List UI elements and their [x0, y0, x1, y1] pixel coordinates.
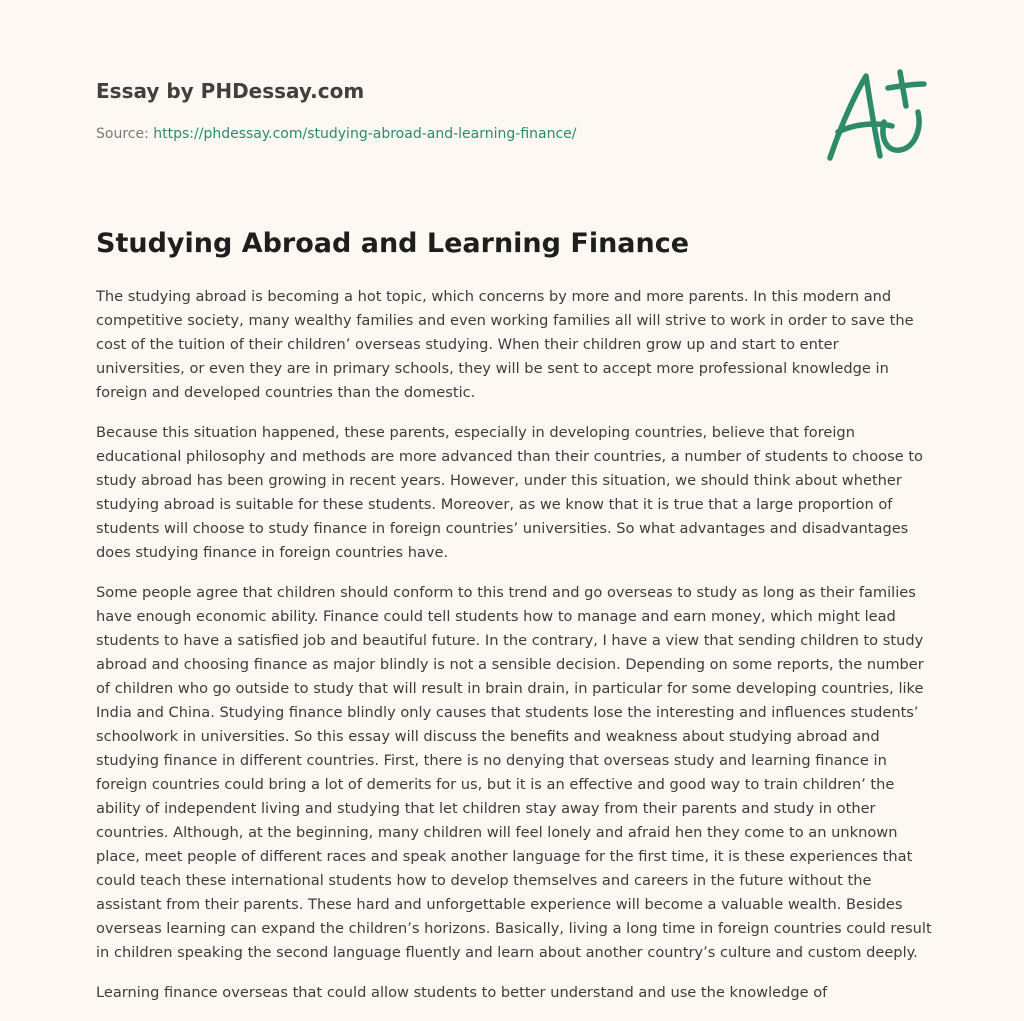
essay-paragraph: Because this situation happened, these parents, especially in developing countries, believe that foreign educational philosophy and methods are more advanced than their countries, a number of students to choose to study abroad has been growing in recent years. However, under this situation, we should think about whether studying abroad is suitable for these students. Moreover, as we know that it is true that a large proportion of students will choose to study finance in foreign countries’ universities. So what advantages and disadvantages does studying finance in foreign countries have.	[96, 424, 923, 561]
essay-paragraph: Learning finance overseas that could allow students to better understand and use the knowledge of	[96, 984, 828, 1001]
source-line	[96, 124, 796, 144]
essay-paragraph: The studying abroad is becoming a hot topic, which concerns by more and more parents. In this modern and competitive society, many wealthy families and even working families all will strive to work in order to save the cost of the tuition of their children’ overseas studying. When their children grow up and start to enter universities, or even they are in primary schools, they will be sent to accept more professional knowledge in foreign and developed countries than the domestic.	[96, 288, 914, 401]
site-brand: Essay by PHDessay.com	[96, 79, 365, 103]
essay-paragraph: Some people agree that children should conform to this trend and go overseas to study as long as their families have enough economic ability. Finance could tell students how to manage and earn money, which might lead students to have a satisfied job and beautiful future. In the contrary, I have a view that sending children to study abroad and choosing finance as major blindly is not a sensible decision. Depending on some reports, the number of children who go outside to study that will result in brain drain, in particular for some developing countries, like India and China. Studying finance blindly only causes that students lose the interesting and influences students’ schoolwork in universities. So this essay will discuss the benefits and weakness about studying abroad and studying finance in different countries. First, there is no denying that overseas study and learning finance in foreign countries could bring a lot of demerits for us, but it is an effective and good way to train children’ the ability of independent living and studying that let children stay away from their parents and study in other countries. Although, at the beginning, many children will feel lonely and afraid hen they come to an unknown place, meet people of different races and speak another language for the first time, it is these experiences that could teach these international students how to develop themselves and careers in the future without the assistant from their parents. These hard and unforgettable experience will become a valuable wealth. Besides overseas learning can expand the children’s horizons. Basically, living a long time in foreign countries could result in children speaking the second language fluently and learn about another country’s culture and custom deeply.	[96, 584, 932, 961]
essay-title: Studying Abroad and Learning Finance	[96, 228, 690, 259]
a-plus-logo-icon	[820, 66, 932, 166]
essay-body	[96, 285, 932, 1021]
essay-header	[96, 78, 796, 144]
source-label: Source:	[96, 126, 154, 142]
source-link[interactable]: https://phdessay.com/studying-abroad-and-learning-finance/	[153, 126, 577, 142]
